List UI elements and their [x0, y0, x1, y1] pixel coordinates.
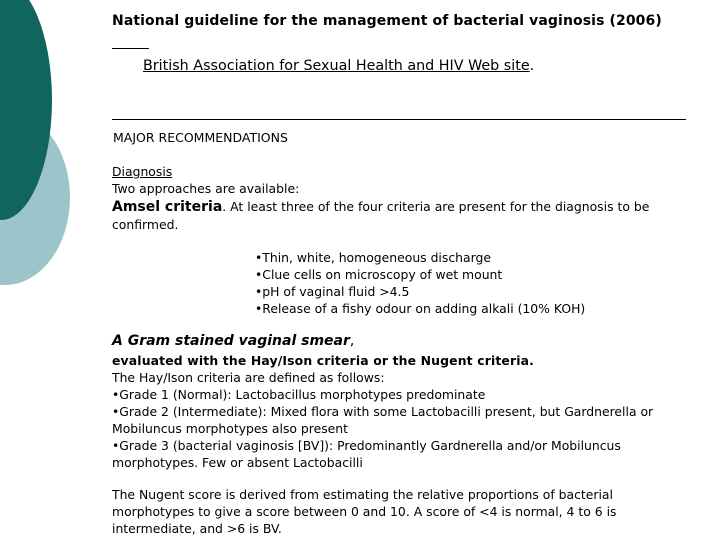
diagnosis-intro: Two approaches are available:: [112, 181, 300, 196]
nugent-paragraph: The Nugent score is derived from estimating the relative proportions of bacterial morphotypes to give a score between 0 and 10. A score of <4 is normal, 4 to 6 is intermediate, and >6 is BV.: [112, 487, 617, 536]
criteria-item: •Clue cells on microscopy of wet mount: [255, 267, 503, 282]
amsel-label: Amsel criteria: [112, 199, 223, 215]
source-link[interactable]: British Association for Sexual Health and HIV Web site: [143, 58, 530, 74]
hay-ison-criteria: [112, 369, 692, 471]
grade-item: •Grade 1 (Normal): Lactobacillus morphotypes predominate: [112, 387, 486, 402]
amsel-text: . At least three of the four criteria are present for the diagnosis to be confirmed.: [112, 199, 650, 232]
grade-item: •Grade 3 (bacterial vaginosis [BV]): Predominantly Gardnerella and/or Mobiluncus morphotypes. Few or absent Lactobacilli: [112, 438, 621, 470]
gram-comma: ,: [349, 333, 355, 349]
gram-label: A Gram stained vaginal smear: [112, 333, 350, 349]
title-underline-blank: [112, 48, 149, 49]
criteria-item: •Release of a fishy odour on adding alkali (10% KOH): [255, 301, 586, 316]
amsel-criteria-list: [255, 249, 585, 317]
gram-stain-heading: [112, 333, 354, 350]
divider: [112, 119, 686, 120]
amsel-paragraph: [112, 198, 684, 233]
criteria-item: •Thin, white, homogeneous discharge: [255, 250, 491, 265]
gram-evaluated-line: evaluated with the Hay/Ison criteria or the Nugent criteria.: [112, 353, 535, 368]
grade-item: •Grade 2 (Intermediate): Mixed flora with some Lactobacilli present, but Gardnerella or Mobiluncus morphotypes also present: [112, 404, 654, 436]
source-line: [112, 58, 534, 75]
major-recommendations-heading: MAJOR RECOMMENDATIONS: [113, 130, 288, 145]
criteria-item: •pH of vaginal fluid >4.5: [255, 284, 410, 299]
hay-intro: The Hay/Ison criteria are defined as follows:: [112, 370, 385, 385]
diagnosis-heading: Diagnosis: [112, 164, 173, 179]
source-period: .: [529, 58, 535, 74]
page-title: National guideline for the management of bacterial vaginosis (2006): [112, 13, 662, 29]
